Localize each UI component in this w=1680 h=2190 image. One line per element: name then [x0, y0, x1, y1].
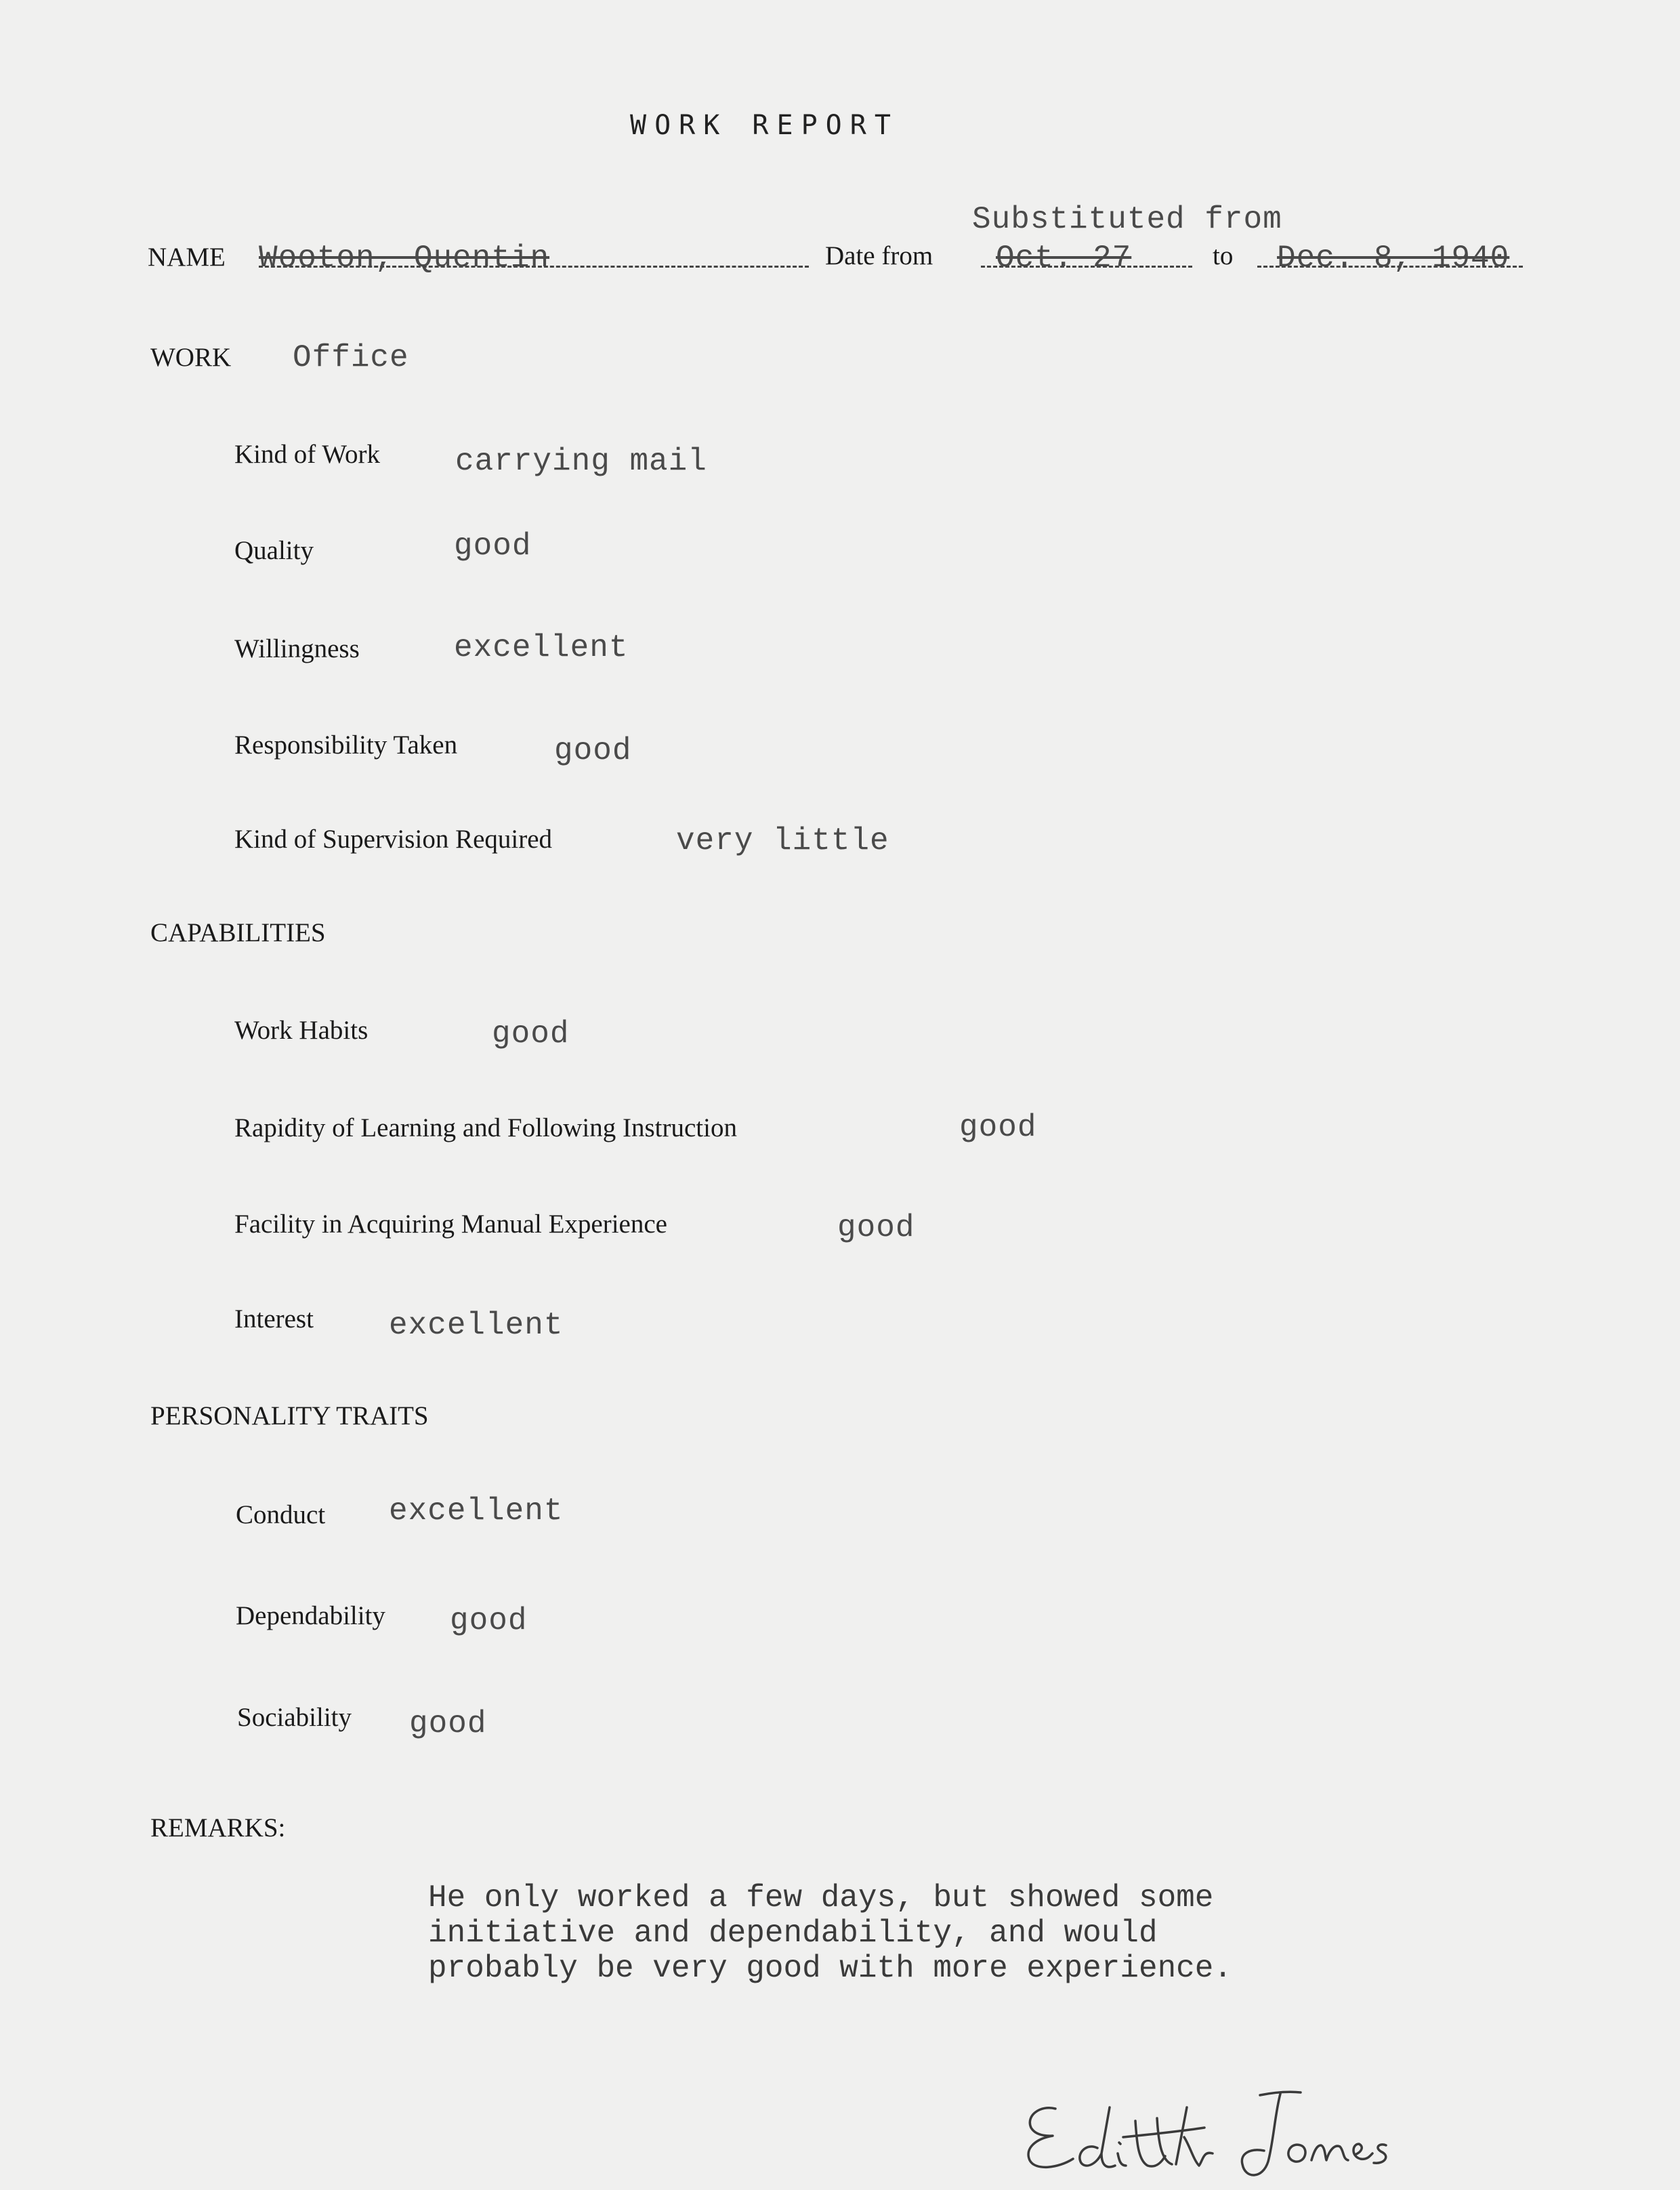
- date-to-value: Dec. 8, 1940: [1277, 241, 1510, 276]
- remarks-label: REMARKS:: [150, 1813, 286, 1842]
- willingness-label: Willingness: [234, 634, 360, 663]
- work-section-label: WORK: [150, 343, 232, 372]
- work-habits-label: Work Habits: [234, 1016, 369, 1045]
- signature: [1016, 2080, 1395, 2182]
- sociability-value: good: [409, 1706, 487, 1741]
- dependability-value: good: [450, 1603, 528, 1638]
- remarks-line-1: He only worked a few days, but showed some: [428, 1880, 1214, 1916]
- name-value: Wooton, Quentin: [259, 241, 550, 276]
- facility-value: good: [837, 1210, 915, 1245]
- willingness-value: excellent: [454, 630, 629, 665]
- interest-label: Interest: [234, 1304, 314, 1334]
- quality-label: Quality: [234, 536, 314, 565]
- rapidity-label: Rapidity of Learning and Following Instruction: [234, 1113, 737, 1142]
- conduct-label: Conduct: [236, 1500, 326, 1529]
- work-value: Office: [293, 340, 409, 375]
- date-from-value: Oct. 27: [996, 241, 1132, 276]
- supervision-value: very little: [676, 823, 889, 859]
- page-title: WORK REPORT: [630, 110, 899, 141]
- substituted-note: Substituted from: [972, 202, 1282, 237]
- date-from-line: [981, 266, 1192, 268]
- remarks-line-3: probably be very good with more experience.: [428, 1951, 1232, 1986]
- sociability-label: Sociability: [237, 1703, 352, 1732]
- quality-value: good: [454, 529, 532, 564]
- responsibility-label: Responsibility Taken: [234, 730, 458, 760]
- kind-of-work-label: Kind of Work: [234, 440, 380, 469]
- interest-value: excellent: [389, 1308, 564, 1343]
- date-to-line: [1257, 266, 1523, 268]
- kind-of-work-value: carrying mail: [455, 444, 707, 479]
- responsibility-value: good: [554, 733, 632, 768]
- facility-label: Facility in Acquiring Manual Experience: [234, 1210, 667, 1239]
- date-from-label: Date from: [825, 241, 933, 270]
- rapidity-value: good: [959, 1110, 1037, 1145]
- work-habits-value: good: [492, 1016, 570, 1052]
- dependability-label: Dependability: [236, 1601, 385, 1630]
- name-label: NAME: [148, 243, 226, 272]
- signature-scribble: [1016, 2080, 1395, 2182]
- name-line: [259, 266, 809, 268]
- conduct-value: excellent: [389, 1493, 564, 1529]
- personality-section-label: PERSONALITY TRAITS: [150, 1401, 429, 1430]
- to-label: to: [1213, 241, 1234, 270]
- capabilities-section-label: CAPABILITIES: [150, 918, 326, 947]
- supervision-label: Kind of Supervision Required: [234, 825, 553, 854]
- remarks-line-2: initiative and dependability, and would: [428, 1916, 1158, 1951]
